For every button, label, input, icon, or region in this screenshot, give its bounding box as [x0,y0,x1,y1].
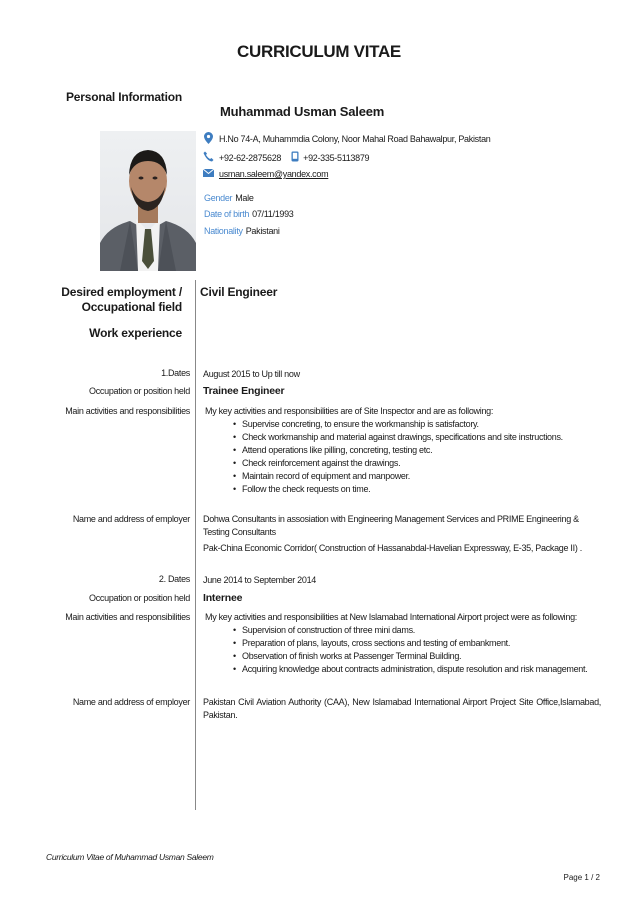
candidate-name: Muhammad Usman Saleem [220,104,385,119]
list-item: • Supervision of construction of three mini dams. [233,624,601,637]
phone-mobile[interactable]: +92-335-5113879 [303,152,370,163]
gender-value: Male [235,193,254,203]
address-text: H.No 74-A, Muhammdia Colony, Noor Mahal Road Bahawalpur, Pakistan [219,134,491,144]
job2-employer: Pakistan Civil Aviation Authority (CAA), New Islamabad International Airport Project Site Office,Islamabad, Pakistan. [203,697,601,720]
job2-dates-label: 2. Dates [158,574,190,584]
job1-employer-line2: Pak-China Economic Corridor( Construction of Hassanabdal-Havelian Expressway, E-35, Package II) . [203,543,582,553]
page-number: Page 1 / 2 [563,873,600,882]
list-item: • Supervise concreting, to ensure the workmanship is satisfactory. [233,418,601,431]
job2-employer-label: Name and address of employer [72,697,190,707]
email-row [202,169,328,179]
job2-activities-list [233,624,601,676]
dob-value: 07/11/1993 [252,209,294,219]
job2-activities [203,611,601,676]
list-item: • Preparation of plans, layouts, cross sections and testing of embankment. [233,637,601,650]
location-icon [202,132,214,146]
job1-position-label: Occupation or position held [89,386,190,396]
list-item: • Check workmanship and material against drawings, specifications and site instructions. [233,431,601,444]
nationality-value: Pakistani [245,226,280,236]
mobile-icon [289,151,301,164]
job1-activities-intro: My key activities and responsibilities are of Site Inspector and are as following: [205,406,494,416]
list-item: • Attend operations like pilling, concreting, testing etc. [233,444,601,457]
job2-dates: June 2014 to September 2014 [203,575,316,585]
list-item: • Maintain record of equipment and manpower. [233,470,601,483]
phone-icon [202,151,214,164]
desired-employment-value: Civil Engineer [200,285,278,299]
job1-activities-label: Main activities and responsibilities [65,406,190,416]
nationality-label: Nationality [204,226,243,236]
job1-employer [203,513,601,555]
work-experience-heading: Work experience [89,326,182,340]
page-title: CURRICULUM VITAE [237,42,401,61]
job2-activities-label: Main activities and responsibilities [65,612,190,622]
desired-label-line1: Desired employment / [61,285,182,299]
gender-row [204,193,254,203]
personal-info-heading: Personal Information [65,90,182,104]
job2-activities-intro: My key activities and responsibilities at New Islamabad International Airport project were as following: [205,612,577,622]
job1-employer-line1: Dohwa Consultants in assosiation with Engineering Management Services and PRIME Engineering & Testing Consultants [203,514,579,537]
list-item: • Acquiring knowledge about contracts administration, dispute resolution and risk management. [233,663,601,676]
job1-position: Trainee Engineer [203,385,285,397]
column-divider [195,280,196,810]
list-item: • Observation of finish works at Passenger Terminal Building. [233,650,601,663]
list-item: • Follow the check requests on time. [233,483,601,496]
job1-employer-label: Name and address of employer [72,514,190,524]
address-row [202,132,490,146]
email-link[interactable]: usman.saleem@yandex.com [219,169,329,179]
job1-dates-label: 1.Dates [161,368,190,378]
dob-row [204,209,294,219]
job1-activities-list [233,418,601,496]
job2-position: Internee [203,592,243,604]
nationality-row [204,226,280,236]
email-icon [202,169,214,179]
job1-activities [203,405,601,496]
phone-landline[interactable]: +92-62-2875628 [219,152,282,163]
footer-text: Curriculum Vitae of Muhammad Usman Saleem [46,852,214,862]
profile-photo [100,131,196,271]
desired-employment-heading [61,285,182,315]
phone-row [202,151,369,164]
desired-label-line2: Occupational field [81,300,182,314]
job2-position-label: Occupation or position held [89,593,190,603]
gender-label: Gender [204,193,233,203]
job1-dates: August 2015 to Up till now [203,369,300,379]
dob-label: Date of birth [204,209,250,219]
list-item: • Check reinforcement against the drawings. [233,457,601,470]
